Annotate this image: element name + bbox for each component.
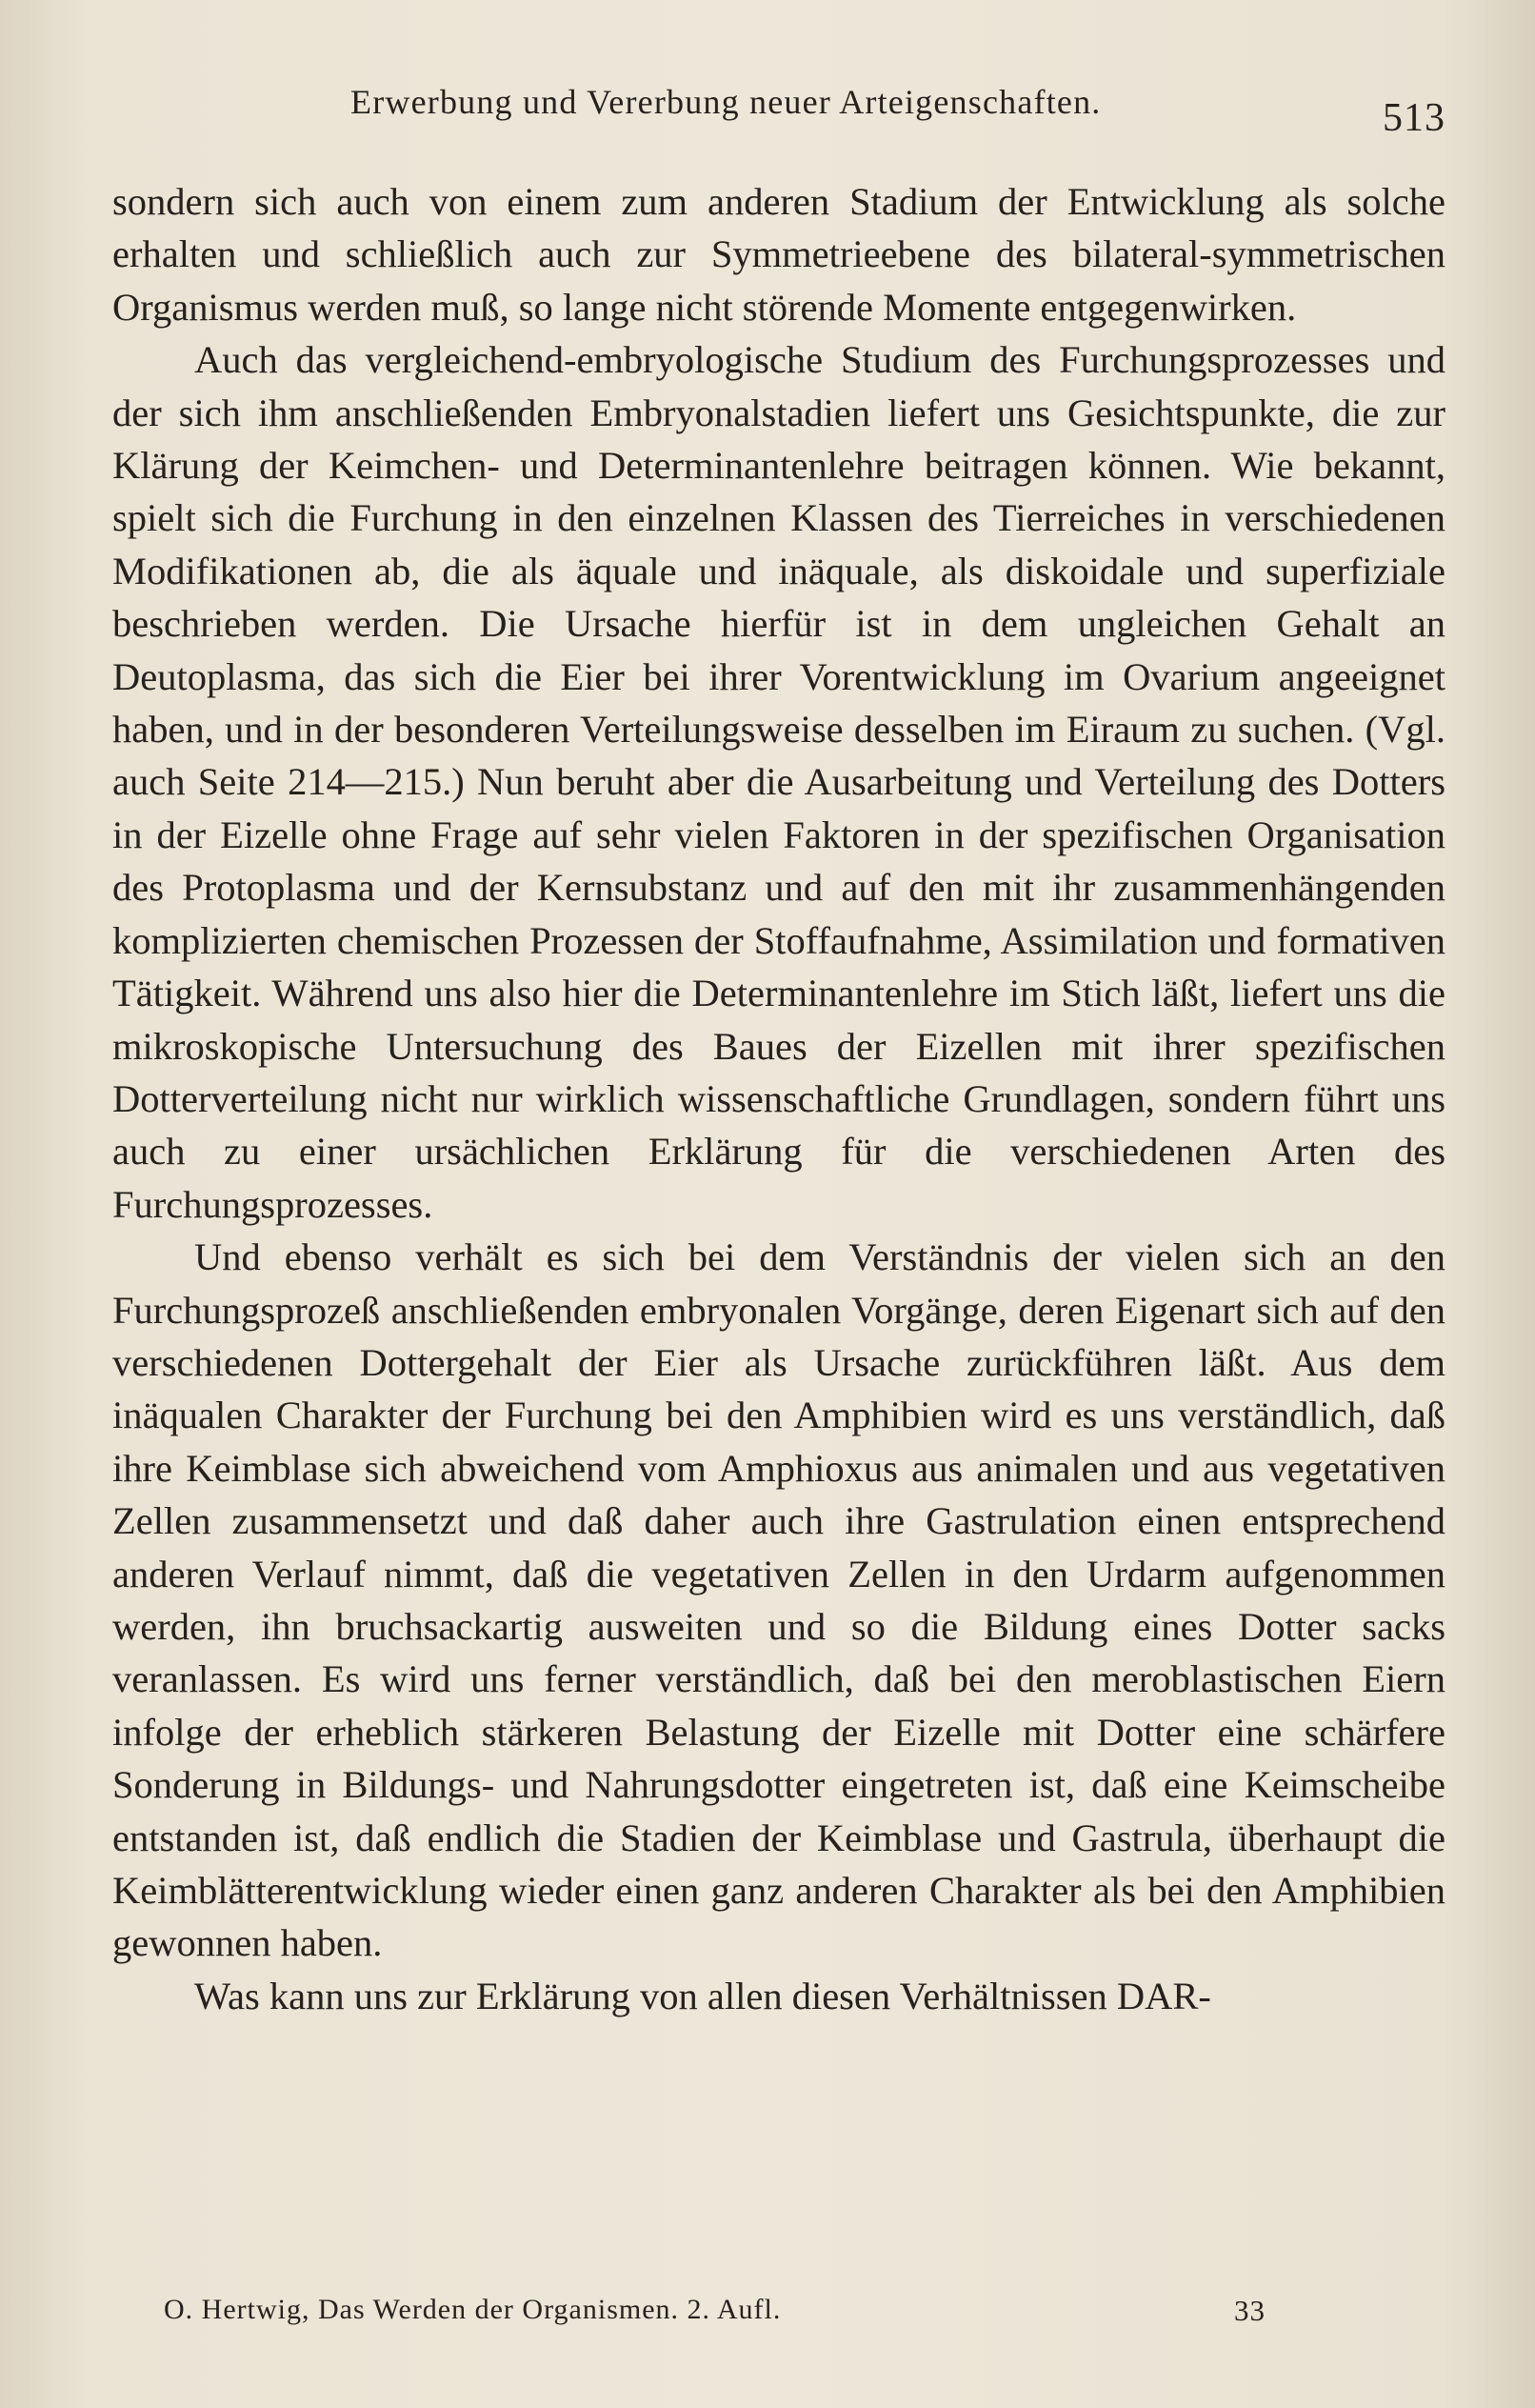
signature-mark: 33 bbox=[1234, 2294, 1266, 2327]
footer-citation: O. Hertwig, Das Werden der Organismen. 2. Aufl. bbox=[164, 2294, 782, 2325]
paragraph: Was kann uns zur Erklärung von allen diesen Verhältnissen DAR- bbox=[194, 1974, 1211, 2017]
page-number: 513 bbox=[1383, 96, 1445, 140]
page-header bbox=[112, 82, 1445, 139]
page-footer bbox=[164, 2294, 1287, 2332]
body-text bbox=[112, 175, 1445, 2022]
paragraph: Auch das vergleichend-embryologische Studium des Furchungsprozesses und der sich ihm anschließenden Embryonalstadien liefert uns Gesichtspunkte, die zur Klärung der Keimchen- und Determinantenlehre beitragen können. Wie bekannt, spielt sich die Furchung in den einzelnen Klassen des Tierreiches in verschiedenen Modifikationen ab, die als äquale und inäquale, als diskoidale und superfiziale beschrieben werden. Die Ursache hierfür ist in dem ungleichen Gehalt an Deutoplasma, das sich die Eier bei ihrer Vorentwicklung im Ovarium angeeignet haben, und in der besonderen Verteilungsweise desselben im Eiraum zu suchen. (Vgl. auch Seite 214—215.) Nun beruht aber die Ausarbeitung und Verteilung des Dotters in der Eizelle ohne Frage auf sehr vielen Faktoren in der spezifischen Organisation des Protoplasma und der Kernsubstanz und auf den mit ihr zusammenhängenden komplizierten chemischen Prozessen der Stoffaufnahme, Assimilation und formativen Tätigkeit. Während uns also hier die Determinantenlehre im Stich läßt, liefert uns die mikroskopische Untersuchung des Baues der Eizellen mit ihrer spezifischen Dotterverteilung nicht nur wirklich wissenschaftliche Grundlagen, sondern führt uns auch zu einer ursächlichen Erklärung für die verschiedenen Arten des Furchungsprozesses. bbox=[112, 338, 1445, 1226]
paragraph: Und ebenso verhält es sich bei dem Verständnis der vielen sich an den Furchungsprozeß anschließenden embryonalen Vorgänge, deren Eigenart sich auf den verschiedenen Dottergehalt der Eier als Ursache zurückführen läßt. Aus dem inäqualen Charakter der Furchung bei den Amphibien wird es uns verständlich, daß ihre Keimblase sich abweichend vom Amphioxus aus animalen und aus vegetativen Zellen zusammensetzt und daß daher auch ihre Gastrulation einen entsprechend anderen Verlauf nimmt, daß die vegetativen Zellen in den Urdarm aufgenommen werden, ihn bruchsackartig ausweiten und so die Bildung eines Dotter sacks veranlassen. Es wird uns ferner verständlich, daß bei den meroblastischen Eiern infolge der erheblich stärkeren Belastung der Eizelle mit Dotter eine schärfere Sonderung in Bildungs- und Nahrungsdotter eingetreten ist, daß eine Keimscheibe entstanden ist, daß endlich die Stadien der Keimblase und Gastrula, überhaupt die Keimblätterentwicklung wieder einen ganz anderen Charakter als bei den Amphibien gewonnen haben. bbox=[112, 1235, 1445, 1965]
paragraph: sondern sich auch von einem zum anderen Stadium der Entwicklung als solche erhalten und schließlich auch zur Symmetrieebene des bilateral-symmetrischen Organismus werden muß, so lange nicht störende Momente entgegenwirken. bbox=[112, 180, 1445, 329]
running-title: Erwerbung und Vererbung neuer Arteigenschaften. bbox=[350, 83, 1102, 121]
